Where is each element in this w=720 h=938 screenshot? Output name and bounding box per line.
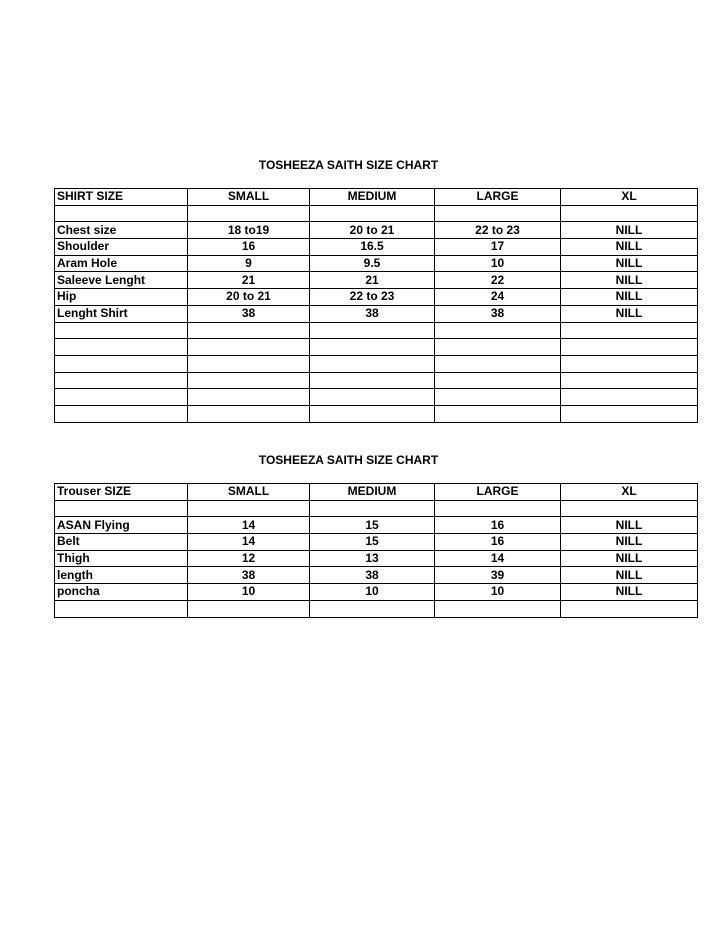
size-value-cell [188, 389, 310, 406]
size-value-cell [561, 322, 698, 339]
table-row [55, 372, 698, 389]
size-value-cell: NILL [561, 517, 698, 534]
size-value-cell: 15 [310, 517, 435, 534]
size-value-cell [188, 500, 310, 517]
size-value-cell: 38 [310, 567, 435, 584]
size-value-cell: NILL [561, 272, 698, 289]
row-label-cell [55, 355, 188, 372]
size-value-cell: 10 [435, 255, 561, 272]
size-value-cell: 9 [188, 255, 310, 272]
table-row [55, 305, 698, 322]
size-value-cell: 10 [188, 584, 310, 601]
size-value-cell: 22 to 23 [435, 222, 561, 239]
shirt-size-table [54, 188, 698, 423]
size-value-cell [310, 372, 435, 389]
table-row [55, 584, 698, 601]
column-header: XL [561, 189, 698, 206]
row-label-cell: Hip [55, 289, 188, 306]
size-value-cell: 39 [435, 567, 561, 584]
shirt-chart-title: TOSHEEZA SAITH SIZE CHART [258, 158, 439, 172]
row-label-cell: Thigh [55, 550, 188, 567]
table-row [55, 567, 698, 584]
size-value-cell: 21 [310, 272, 435, 289]
column-header: MEDIUM [310, 484, 435, 501]
size-value-cell: 20 to 21 [188, 289, 310, 306]
size-value-cell [435, 600, 561, 617]
table-row [55, 339, 698, 356]
size-value-cell [188, 600, 310, 617]
size-value-cell: NILL [561, 550, 698, 567]
size-value-cell [435, 322, 561, 339]
size-value-cell: 22 to 23 [310, 289, 435, 306]
table-row [55, 500, 698, 517]
row-label-cell: ASAN Flying [55, 517, 188, 534]
table-header-row [55, 189, 698, 206]
column-header: LARGE [435, 484, 561, 501]
size-value-cell [435, 500, 561, 517]
trouser-size-table [54, 483, 698, 618]
size-value-cell: 14 [435, 550, 561, 567]
column-header: SHIRT SIZE [55, 189, 188, 206]
size-value-cell: NILL [561, 255, 698, 272]
size-value-cell [310, 389, 435, 406]
row-label-cell [55, 205, 188, 222]
size-value-cell [310, 500, 435, 517]
column-header: LARGE [435, 189, 561, 206]
size-value-cell: 9.5 [310, 255, 435, 272]
size-value-cell [435, 339, 561, 356]
row-label-cell [55, 600, 188, 617]
size-value-cell: 16 [435, 517, 561, 534]
size-value-cell [561, 405, 698, 422]
table-row [55, 534, 698, 551]
size-value-cell [561, 500, 698, 517]
table-row [55, 405, 698, 422]
row-label-cell [55, 405, 188, 422]
size-value-cell: 22 [435, 272, 561, 289]
size-value-cell: 38 [188, 305, 310, 322]
size-value-cell: 10 [310, 584, 435, 601]
size-value-cell: 14 [188, 517, 310, 534]
size-value-cell [561, 339, 698, 356]
size-value-cell: 38 [310, 305, 435, 322]
size-value-cell [310, 405, 435, 422]
size-value-cell: 24 [435, 289, 561, 306]
size-value-cell: 20 to 21 [310, 222, 435, 239]
row-label-cell: Aram Hole [55, 255, 188, 272]
size-value-cell [310, 322, 435, 339]
size-value-cell: NILL [561, 222, 698, 239]
size-value-cell [188, 339, 310, 356]
row-label-cell [55, 322, 188, 339]
size-value-cell [561, 389, 698, 406]
size-value-cell: NILL [561, 239, 698, 256]
size-value-cell [310, 339, 435, 356]
size-value-cell [561, 355, 698, 372]
size-value-cell: NILL [561, 305, 698, 322]
row-label-cell: Shoulder [55, 239, 188, 256]
size-value-cell: 12 [188, 550, 310, 567]
size-value-cell: 21 [188, 272, 310, 289]
size-value-cell [435, 355, 561, 372]
size-value-cell [561, 600, 698, 617]
size-value-cell [435, 405, 561, 422]
row-label-cell: Chest size [55, 222, 188, 239]
column-header: Trouser SIZE [55, 484, 188, 501]
table-row [55, 205, 698, 222]
size-value-cell [435, 389, 561, 406]
size-value-cell: 16 [435, 534, 561, 551]
size-value-cell: 14 [188, 534, 310, 551]
row-label-cell [55, 389, 188, 406]
table-row [55, 389, 698, 406]
table-row [55, 355, 698, 372]
table-row [55, 550, 698, 567]
column-header: SMALL [188, 484, 310, 501]
size-value-cell [435, 205, 561, 222]
row-label-cell: Lenght Shirt [55, 305, 188, 322]
table-row [55, 322, 698, 339]
table-header-row [55, 484, 698, 501]
table-row [55, 289, 698, 306]
size-value-cell [188, 322, 310, 339]
column-header: XL [561, 484, 698, 501]
size-value-cell: 13 [310, 550, 435, 567]
row-label-cell: Saleeve Lenght [55, 272, 188, 289]
row-label-cell: Belt [55, 534, 188, 551]
table-row [55, 255, 698, 272]
table-row [55, 272, 698, 289]
size-value-cell [188, 372, 310, 389]
column-header: MEDIUM [310, 189, 435, 206]
size-value-cell: 16.5 [310, 239, 435, 256]
size-value-cell: NILL [561, 289, 698, 306]
size-value-cell: NILL [561, 584, 698, 601]
row-label-cell: poncha [55, 584, 188, 601]
size-value-cell: 38 [188, 567, 310, 584]
size-value-cell: 17 [435, 239, 561, 256]
row-label-cell: length [55, 567, 188, 584]
row-label-cell [55, 372, 188, 389]
trouser-chart-title: TOSHEEZA SAITH SIZE CHART [258, 453, 439, 467]
size-value-cell [188, 205, 310, 222]
table-row [55, 222, 698, 239]
table-row [55, 239, 698, 256]
table-row [55, 600, 698, 617]
size-value-cell: 15 [310, 534, 435, 551]
size-value-cell [188, 355, 310, 372]
size-value-cell [435, 372, 561, 389]
size-value-cell [310, 600, 435, 617]
table-row [55, 517, 698, 534]
size-value-cell: NILL [561, 534, 698, 551]
size-value-cell [561, 205, 698, 222]
size-value-cell: NILL [561, 567, 698, 584]
column-header: SMALL [188, 189, 310, 206]
size-value-cell: 16 [188, 239, 310, 256]
size-value-cell: 10 [435, 584, 561, 601]
row-label-cell [55, 500, 188, 517]
size-value-cell [188, 405, 310, 422]
size-value-cell: 38 [435, 305, 561, 322]
size-value-cell: 18 to19 [188, 222, 310, 239]
size-value-cell [561, 372, 698, 389]
size-value-cell [310, 355, 435, 372]
size-value-cell [310, 205, 435, 222]
row-label-cell [55, 339, 188, 356]
